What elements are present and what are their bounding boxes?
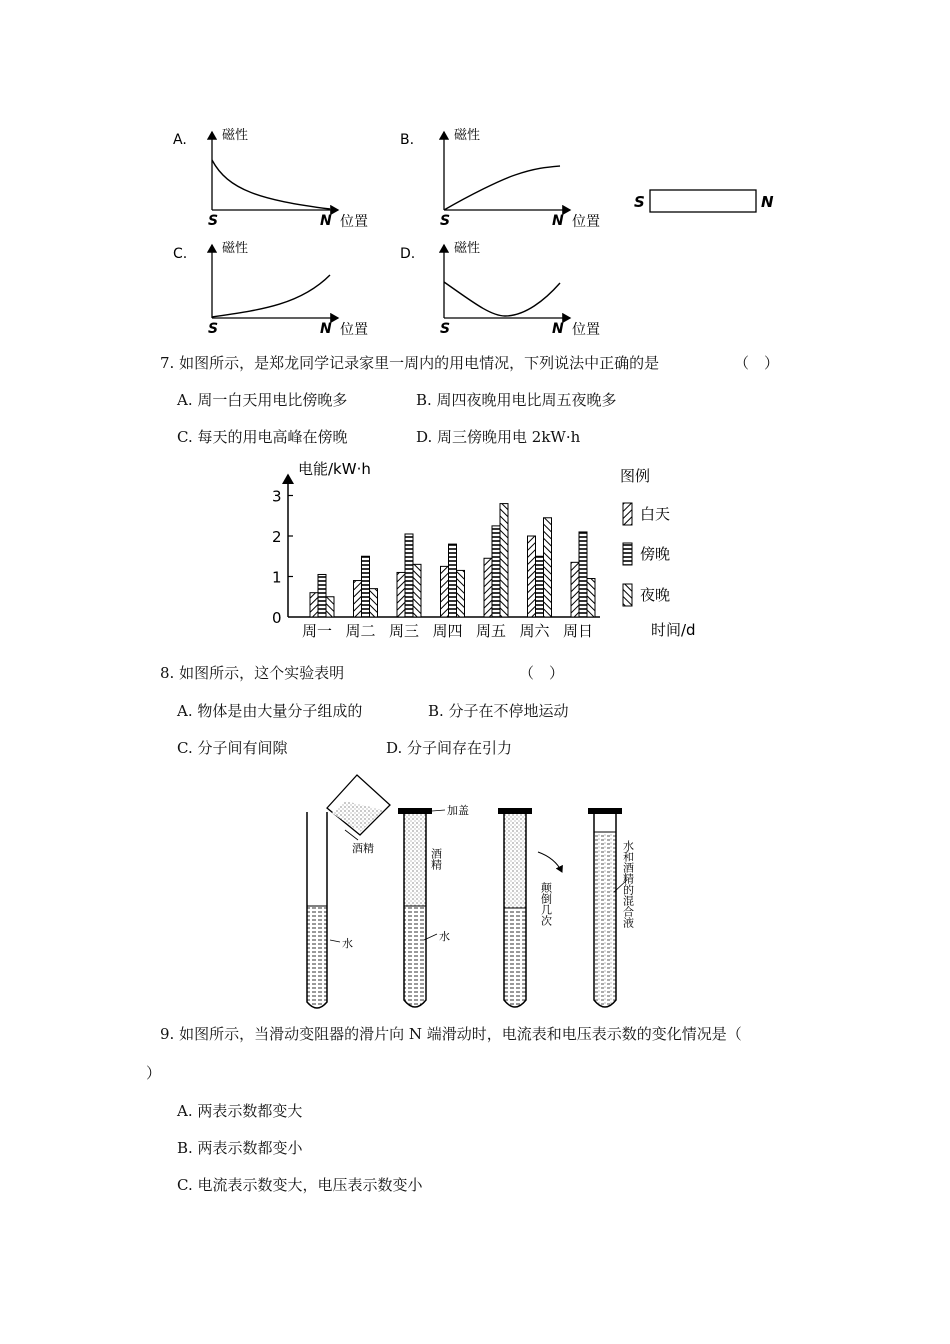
n-label-a: N: [320, 213, 332, 229]
x-label-b: 位置: [572, 214, 600, 230]
magnet-graphs-figure: [0, 0, 950, 345]
q8-stem: 8. 如图所示，这个实验表明: [160, 664, 345, 682]
label-water-1: 水: [342, 937, 353, 950]
graph-d: [400, 240, 600, 338]
chart-xlabel: 时间/d: [651, 621, 696, 639]
tube-2: [398, 803, 469, 1007]
label-water-2: 水: [439, 930, 450, 943]
x-tick-label: 周三: [389, 622, 420, 640]
option-b-label: B.: [400, 132, 415, 148]
y-label-c: 磁性: [222, 241, 249, 256]
legend-day-label: 白天: [640, 505, 671, 523]
q9-close: ）: [146, 1064, 162, 1082]
q8-option-d: D. 分子间存在引力: [386, 739, 513, 757]
q9-option-a: A. 两表示数都变大: [177, 1102, 303, 1120]
legend-night: [623, 584, 670, 606]
y-label-d: 磁性: [454, 241, 481, 256]
tube-4: [588, 808, 635, 1007]
label-mix: 水和酒精的混合液: [621, 840, 635, 928]
legend-evening: [623, 543, 670, 565]
graph-c: [173, 240, 368, 338]
y-label-a: 磁性: [222, 128, 249, 143]
magnet-n-label: N: [761, 193, 774, 211]
power-usage-chart: [0, 455, 950, 650]
bar-night-7: [587, 579, 595, 617]
s-label-c: S: [208, 321, 219, 337]
bar-day-5: [484, 558, 492, 617]
q7-bracket: （ ）: [734, 354, 780, 372]
q9-stem: 9. 如图所示，当滑动变阻器的滑片向 N 端滑动时，电流表和电压表示数的变化情况是（: [160, 1025, 742, 1043]
x-tick-label: 周六: [519, 622, 550, 640]
q7-option-b: B. 周四夜晚用电比周五夜晚多: [416, 391, 617, 409]
magnet-s-label: S: [634, 193, 645, 211]
s-label-d: S: [440, 321, 451, 337]
bar-night-5: [500, 504, 508, 617]
x-label-c: 位置: [340, 322, 368, 338]
label-alcohol-2: 酒精: [429, 848, 443, 870]
bar-night-4: [457, 570, 465, 617]
legend-evening-label: 傍晚: [640, 545, 671, 563]
option-a-label: A.: [173, 132, 187, 148]
q8-option-b: B. 分子在不停地运动: [428, 702, 569, 720]
y-tick-label: 1: [272, 568, 282, 587]
legend-title: 图例: [620, 467, 651, 485]
curve-a: [212, 160, 330, 209]
y-tick-label: 0: [272, 609, 282, 627]
bar-evening-7: [579, 532, 587, 617]
bar-night-3: [413, 564, 421, 617]
bar-day-2: [354, 581, 362, 617]
bar-night-6: [544, 518, 552, 617]
graph-a: [173, 127, 368, 230]
label-cap: 加盖: [447, 804, 469, 817]
x-tick-label: 周四: [432, 622, 463, 640]
x-label-d: 位置: [572, 322, 600, 338]
q7-option-d: D. 周三傍晚用电 2kW·h: [416, 428, 581, 446]
tube-3: [498, 808, 562, 1007]
option-d-label: D.: [400, 246, 416, 262]
x-label-a: 位置: [340, 214, 368, 230]
q8-option-c: C. 分子间有间隙: [177, 739, 288, 757]
label-alcohol-1: 酒精: [352, 842, 374, 855]
y-tick-label: 3: [272, 487, 282, 506]
bar-night-1: [326, 597, 334, 617]
s-label-a: S: [208, 213, 219, 229]
x-tick-label: 周日: [563, 622, 594, 640]
y-label-b: 磁性: [454, 128, 481, 143]
n-label-d: N: [552, 321, 564, 337]
test-tube-figure: [0, 770, 950, 1015]
bar-evening-6: [536, 556, 544, 617]
q9-option-b: B. 两表示数都变小: [177, 1139, 303, 1157]
bar-day-3: [397, 572, 405, 617]
y-tick-label: 2: [272, 528, 282, 546]
x-tick-label: 周一: [302, 622, 333, 640]
curve-b: [444, 166, 560, 210]
bar-day-7: [571, 562, 579, 617]
bar-evening-5: [492, 526, 500, 617]
bar-evening-1: [318, 574, 326, 617]
x-tick-label: 周五: [476, 622, 507, 640]
s-label-b: S: [440, 213, 451, 229]
legend-day: [623, 503, 670, 525]
q8-option-a: A. 物体是由大量分子组成的: [177, 702, 363, 720]
q7-stem: 7. 如图所示，是郑龙同学记录家里一周内的用电情况，下列说法中正确的是: [160, 354, 660, 372]
curve-d: [444, 282, 560, 316]
bar-evening-3: [405, 534, 413, 617]
legend-night-label: 夜晚: [640, 586, 671, 604]
curve-c: [212, 275, 330, 317]
label-invert: 颠倒几次: [539, 882, 553, 926]
bar-evening-2: [362, 556, 370, 617]
tube-1: [307, 775, 390, 1008]
graph-b: [400, 127, 600, 230]
bar-day-6: [528, 536, 536, 617]
bar-day-4: [441, 566, 449, 617]
q8-bracket: （ ）: [519, 664, 565, 682]
n-label-b: N: [552, 213, 564, 229]
q7-option-a: A. 周一白天用电比傍晚多: [177, 391, 348, 409]
x-tick-label: 周二: [345, 622, 376, 640]
q9-option-c: C. 电流表示数变大，电压表示数变小: [177, 1176, 423, 1194]
q7-option-c: C. 每天的用电高峰在傍晚: [177, 428, 348, 446]
bar-magnet: [634, 190, 774, 212]
chart-ylabel: 电能/kW·h: [298, 460, 371, 478]
option-c-label: C.: [173, 246, 188, 262]
n-label-c: N: [320, 321, 332, 337]
bar-day-1: [310, 593, 318, 617]
bar-evening-4: [449, 544, 457, 617]
bar-night-2: [370, 589, 378, 617]
